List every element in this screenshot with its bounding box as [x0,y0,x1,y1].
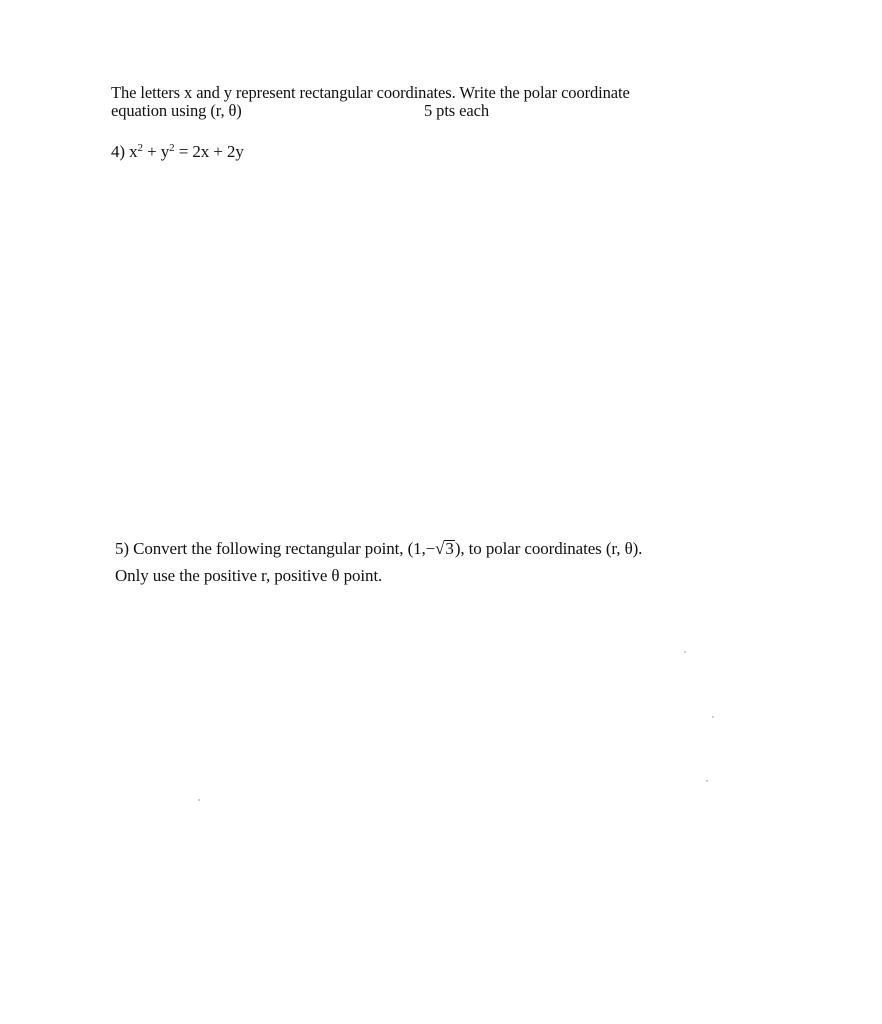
question-5-prompt-end: , to polar coordinates (r, θ). [460,539,643,558]
term-y: y [160,142,170,161]
question-4 [111,142,244,162]
point-open: (1,− [407,539,436,558]
point-close: ) [454,539,461,558]
scan-speck [712,716,714,718]
points-label: 5 pts each [424,101,489,120]
scan-speck [684,651,686,653]
radical-sign: √ [435,539,445,558]
question-5-line-2: Only use the positive r, positive θ point. [115,566,383,585]
instructions-line-2: equation using (r, θ) [111,101,242,120]
equation-rhs: = 2x + 2y [174,142,244,161]
plus-sign: + [142,142,161,161]
exponent-x: 2 [137,142,143,154]
question-5-prompt: 5) Convert the following rectangular point, [115,539,408,558]
radicand: 3 [445,539,454,558]
question-5-line-1 [115,539,642,559]
square-root [435,539,455,559]
scan-speck [706,780,708,782]
question-4-number: 4) [111,142,125,161]
rectangular-point [408,539,461,559]
instructions-line-1: The letters x and y represent rectangular coordinates. Write the polar coordinate [111,83,630,102]
scan-speck [198,799,200,801]
term-x: x [129,142,138,161]
question-4-equation [129,142,244,162]
exponent-y: 2 [169,142,175,154]
